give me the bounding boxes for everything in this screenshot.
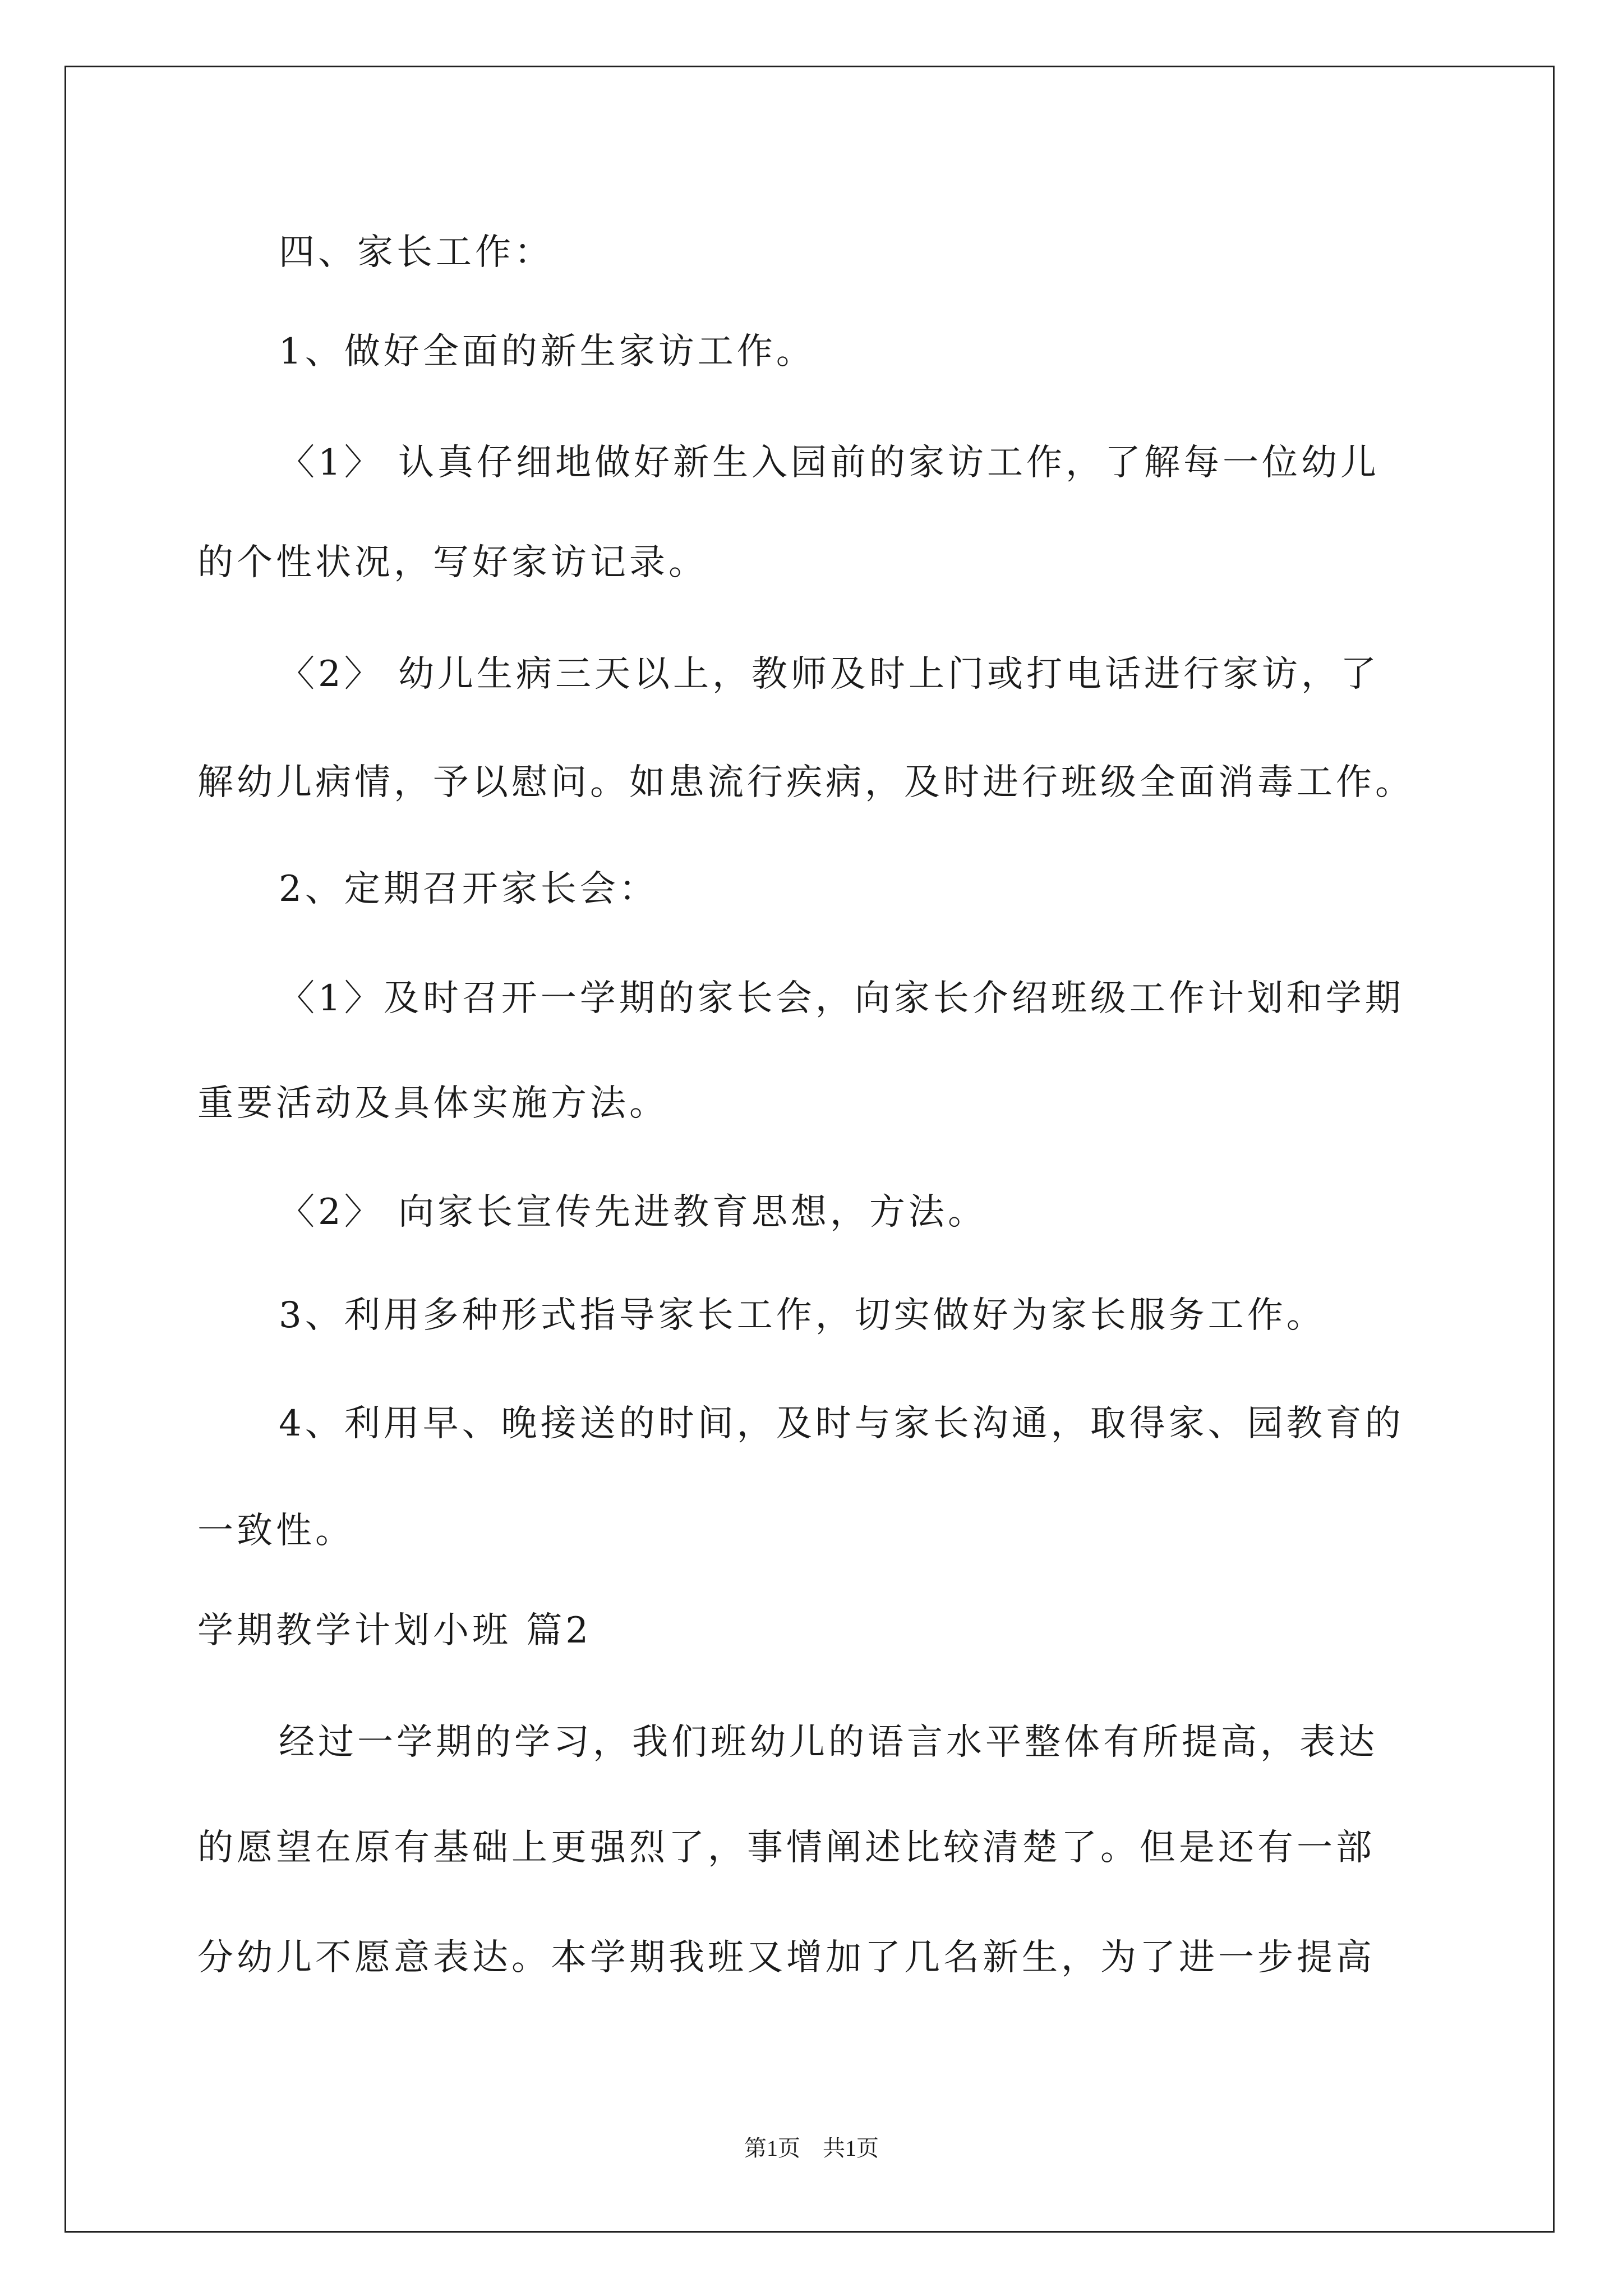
- paragraph-line: 一致性。: [197, 1510, 354, 1552]
- paragraph-line: 的个性状况，写好家访记录。: [197, 542, 708, 583]
- article-title: 学期教学计划小班 篇2: [197, 1610, 592, 1651]
- paragraph-line: 3、利用多种形式指导家长工作，切实做好为家长服务工作。: [279, 1295, 1326, 1336]
- paragraph-line: 重要活动及具体实施方法。: [197, 1083, 668, 1124]
- paragraph-line: 经过一学期的学习，我们班幼儿的语言水平整体有所提高，表达: [279, 1722, 1378, 1763]
- page-number: 第1页 共1页: [744, 2136, 879, 2161]
- paragraph-line: 〈2〉 向家长宣传先进教育思想，方法。: [279, 1191, 988, 1233]
- paragraph-line: 〈2〉 幼儿生病三天以上，教师及时上门或打电话进行家访，了: [279, 654, 1380, 695]
- paragraph-line: 2、定期召开家长会：: [279, 868, 658, 910]
- page-frame: [64, 66, 1555, 2233]
- paragraph-line: 分幼儿不愿意表达。本学期我班又增加了几名新生，为了进一步提高: [197, 1937, 1375, 1978]
- paragraph-line: 的愿望在原有基础上更强烈了，事情阐述比较清楚了。但是还有一部: [197, 1827, 1375, 1869]
- section-heading: 四、家长工作：: [279, 232, 554, 273]
- paragraph-line: 〈1〉及时召开一学期的家长会，向家长介绍班级工作计划和学期: [279, 978, 1404, 1019]
- paragraph-line: 4、利用早、晚接送的时间，及时与家长沟通，取得家、园教育的: [279, 1403, 1404, 1444]
- paragraph-line: 解幼儿病情，予以慰问。如患流行疾病，及时进行班级全面消毒工作。: [197, 762, 1414, 803]
- paragraph-line: 〈1〉 认真仔细地做好新生入园前的家访工作，了解每一位幼儿: [279, 442, 1380, 484]
- paragraph-line: 1、做好全面的新生家访工作。: [279, 331, 815, 372]
